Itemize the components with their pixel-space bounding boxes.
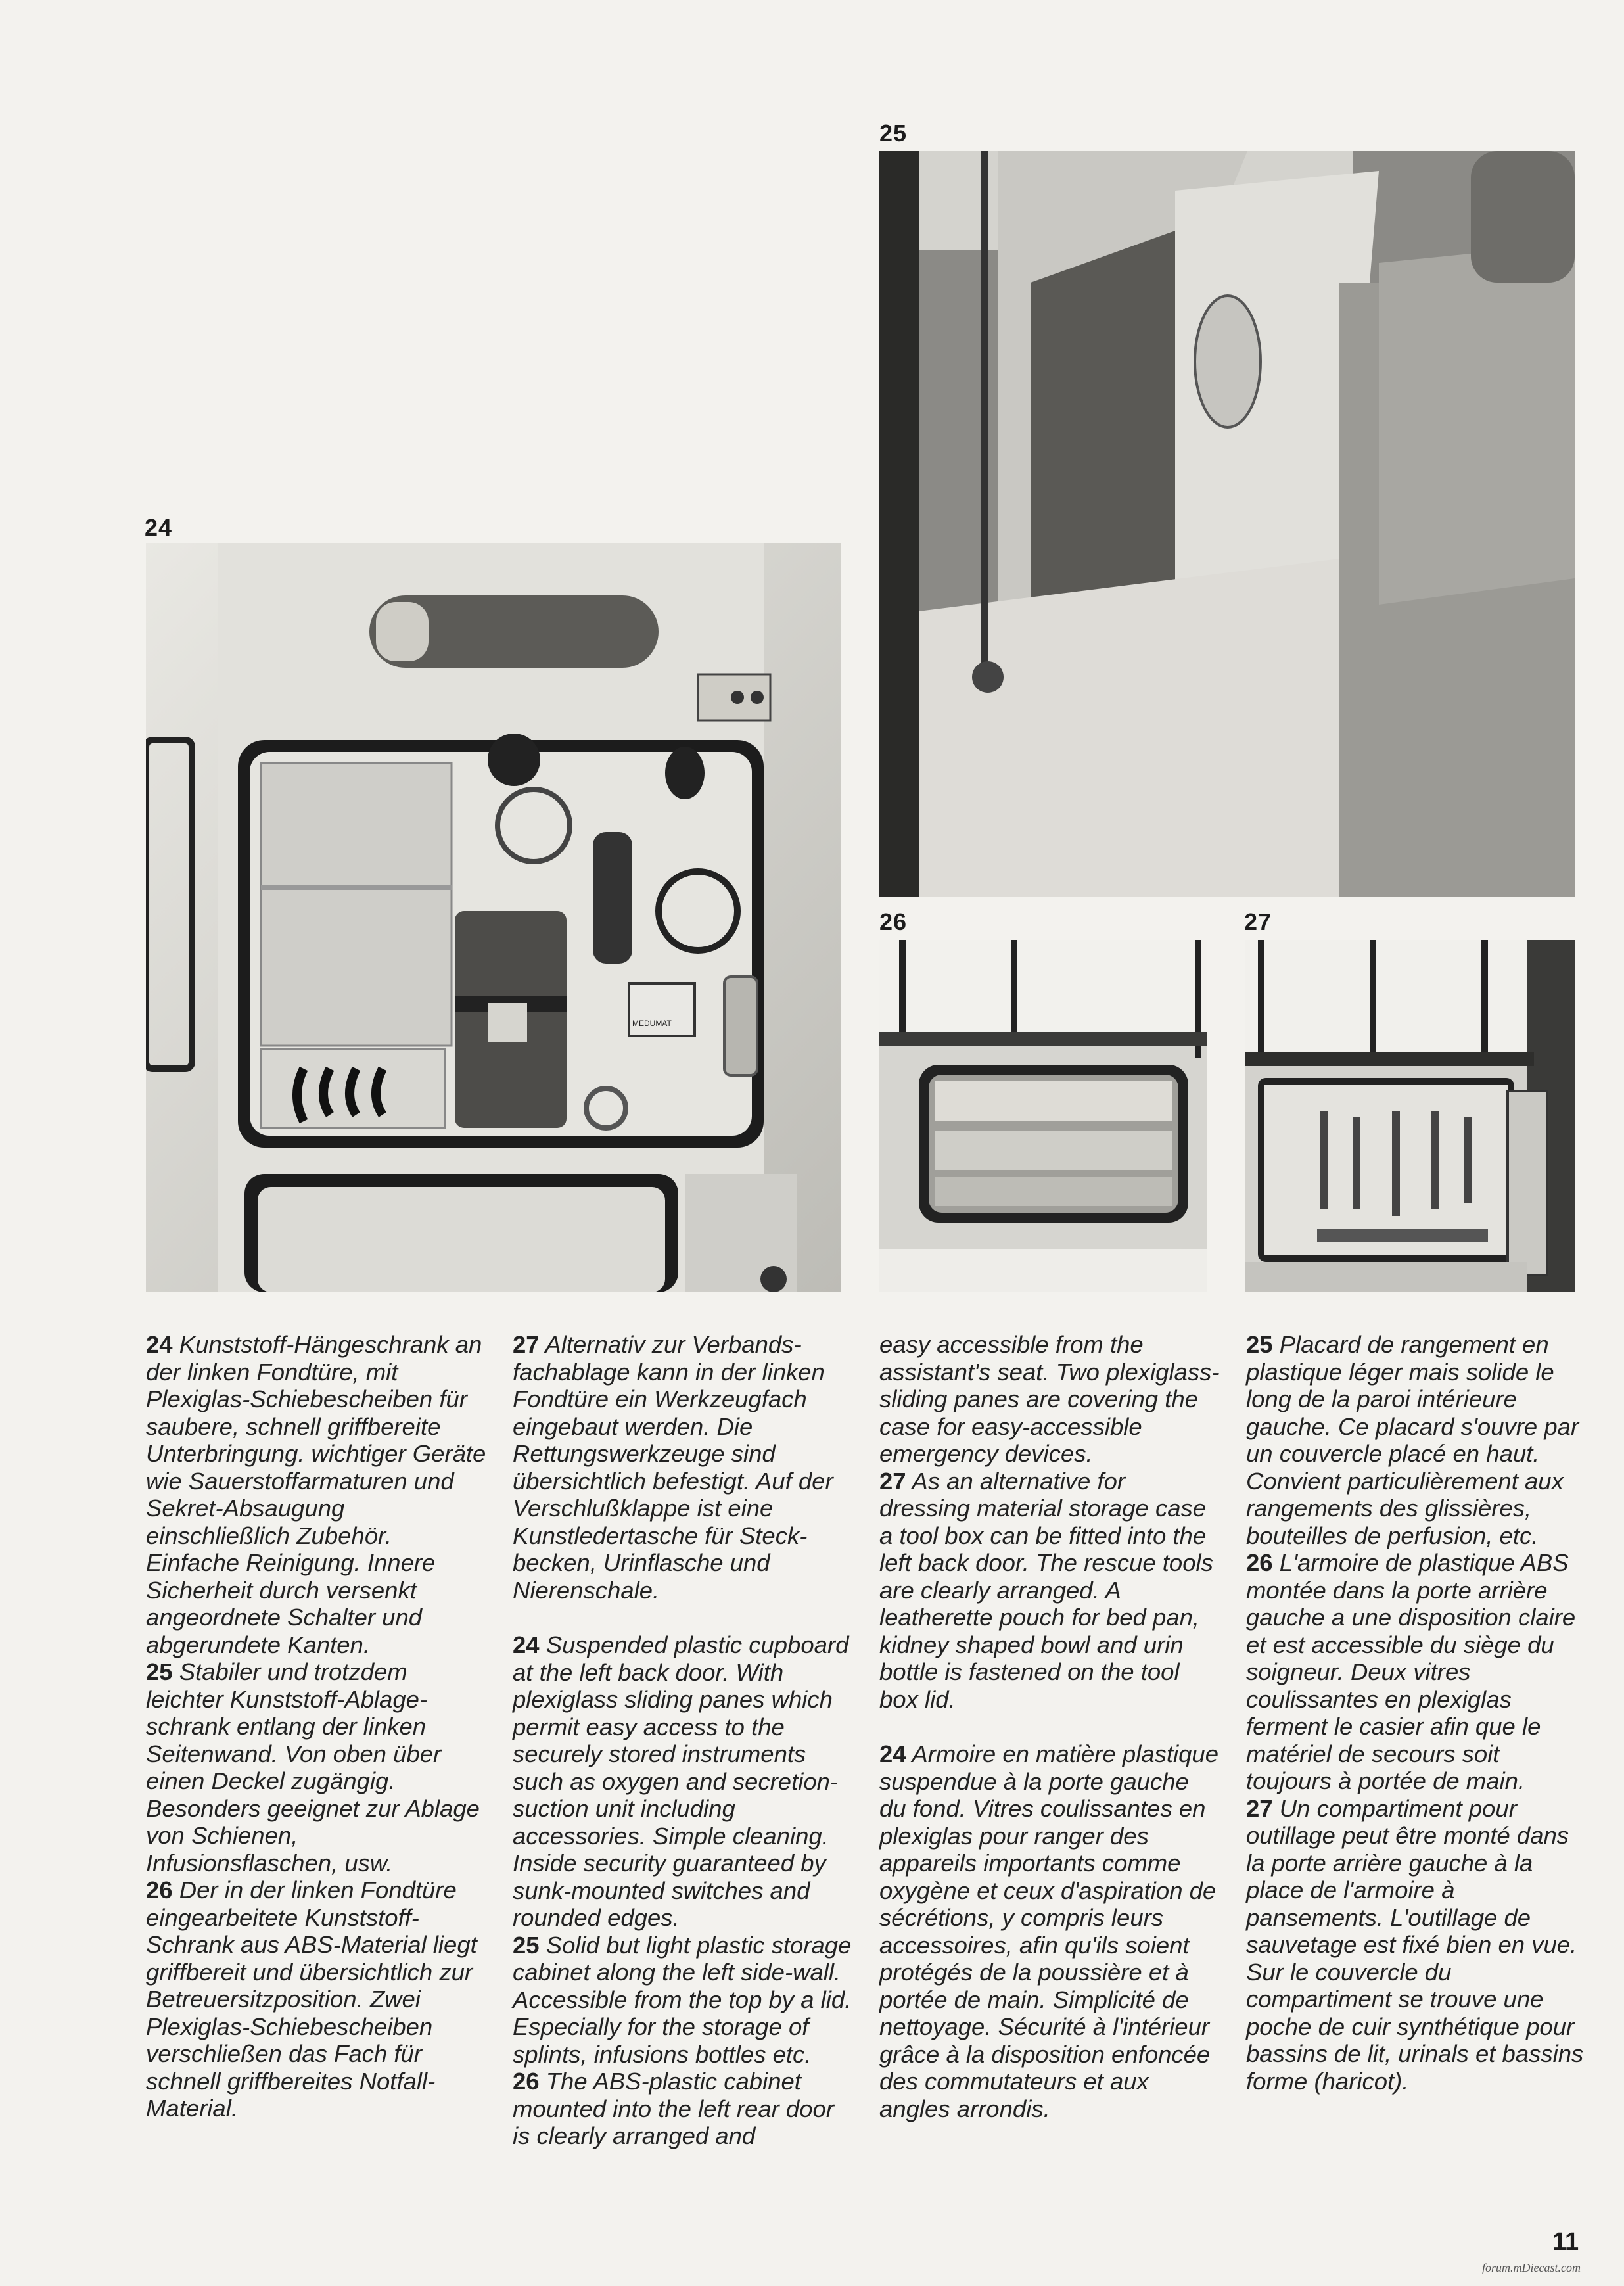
paragraph-text: Placard de rangement en plastique léger mais solide le long de la paroi intérieure gauche. Ce placard s'ouvre par un couvercle placé en haut. Convient particulièrement aux rangements des glissières, bouteilles de perfusion, etc. — [1246, 1331, 1579, 1549]
paragraph-text: Suspended plastic cupboard at the left back door. With plexiglass sliding panes which permit easy access to the securely stored instruments such as oxygen and secretion-suction unit including accessories. Simple cleaning. Inside security guaranteed by sunk-mounted switches and rounded edges. — [513, 1631, 849, 1931]
text-column-1 — [146, 1331, 488, 2122]
paragraph-text: easy accessible from the assistant's seat. Two plexiglass-sliding panes are covering the case for easy-accessible emergency devices. — [879, 1331, 1220, 1467]
paragraph-number: 25 — [513, 1931, 540, 1959]
paragraph-number: 25 — [146, 1658, 173, 1685]
figure-number-24: 24 — [145, 514, 173, 541]
paragraph-number: 24 — [146, 1331, 173, 1358]
figure-number-25: 25 — [879, 120, 908, 147]
paragraph-text: L'armoire de plastique ABS montée dans la porte arrière gauche a une disposition claire et est accessible du siège du soigneur. Deux vitres coulissantes en plexiglas ferment le casier afin que le matériel de secours soit toujours à portée de main. — [1246, 1549, 1576, 1794]
paragraph-number: 26 — [146, 1877, 173, 1903]
paragraph-text: Der in der linken Fondtüre eingearbeitete Kunststoff-Schrank aus ABS-Material liegt griffbereit und übersichtlich zur Betreuersitzposition. Zwei Plexiglas-Schiebescheiben verschließen das Fach für schnell griffbereites Notfall-Material. — [146, 1877, 477, 2122]
paragraph-number: 26 — [513, 2068, 540, 2095]
paragraph-text: Un compartiment pour outillage peut être monté dans la porte arrière gauche à la place de l'armoire à pansements. L'outillage de sauvetage est fixé bien en vue. Sur le couvercle du compartiment se trouve une poche de cuir synthétique pour bassins de lit, urinals et bassins forme (haricot). — [1246, 1794, 1584, 2095]
paragraph-text: Armoire en matière plastique suspendue à la porte gauche du fond. Vitres coulissantes en plexiglas pour ranger des appareils importants comme oxygène et ceux d'aspiration de sécrétions, y compris leurs accessoires, afin qu'ils soient protégés de la poussière et à portée de main. Simplicité de nettoyage. Sécurité à l'intérieur grâce à la disposition enfoncée des commutateurs et aux angles arrondis. — [879, 1740, 1219, 2122]
photo-24-suspended-cupboard — [146, 543, 841, 1292]
page-number: 11 — [1552, 2228, 1579, 2256]
paragraph-number: 24 — [513, 1631, 540, 1658]
paragraph-text: Alternativ zur Verbandsfachablage kann in der linken Fondtüre ein Werkzeugfach eingebaut werden. Die Rettungswerkzeuge sind übersichtlich befestigt. Auf der Verschlußklappe ist eine Kunstledertasche für Steckbecken, Urinflasche und Nierenschale. — [513, 1331, 833, 1604]
paragraph — [513, 1631, 854, 1932]
paragraph-number: 27 — [513, 1331, 540, 1358]
paragraph — [146, 1877, 488, 2122]
photo-25-side-storage-cabinet — [879, 151, 1575, 897]
watermark: forum.mDiecast.com — [1482, 2261, 1581, 2274]
paragraph-number: 26 — [1246, 1549, 1273, 1576]
paragraph — [879, 1740, 1221, 2122]
paragraph — [1246, 1549, 1588, 1795]
paragraph — [513, 2068, 854, 2150]
paragraph — [146, 1331, 488, 1658]
text-column-2 — [513, 1331, 854, 2150]
medumat-label: MEDUMAT — [632, 1019, 672, 1028]
paragraph-gap — [513, 1604, 854, 1631]
paragraph-text: Kunststoff-Hängeschrank an der linken Fondtüre, mit Plexiglas-Schiebescheiben für saubere, schnell griffbereite Unterbringung. wichtiger Geräte wie Sauerstoffarmaturen und Sekret-Absaugung einschließlich Zubehör. Einfache Reinigung. Innere Sicherheit durch versenkt angeordnete Schalter und abgerundete Kanten. — [146, 1331, 486, 1658]
text-column-3 — [879, 1331, 1221, 2122]
paragraph-number: 25 — [1246, 1331, 1273, 1358]
paragraph — [879, 1331, 1221, 1468]
paragraph — [513, 1932, 854, 2068]
paragraph-number: 24 — [879, 1740, 906, 1767]
text-column-4 — [1246, 1331, 1588, 2095]
paragraph — [879, 1468, 1221, 1714]
paragraph-text: Solid but light plastic storage cabinet along the left side-wall. Accessible from the top by a lid. Especially for the storage of splints, infusions bottles etc. — [513, 1931, 852, 2068]
paragraph-text: The ABS-plastic cabinet mounted into the left rear door is clearly arranged and — [513, 2068, 834, 2149]
paragraph — [1246, 1795, 1588, 2095]
figure-number-27: 27 — [1244, 908, 1272, 935]
paragraph-number: 27 — [879, 1467, 906, 1495]
paragraph-text: As an alternative for dressing material storage case a tool box can be fitted into the left back door. The rescue tools are clearly arranged. A leatherette pouch for bed pan, kidney shaped bowl and urin bottle is fastened on the tool box lid. — [879, 1467, 1213, 1713]
figure-number-26: 26 — [879, 908, 908, 935]
photo-27-tool-box — [1245, 940, 1575, 1292]
paragraph-number: 27 — [1246, 1794, 1273, 1822]
paragraph — [146, 1658, 488, 1877]
paragraph-text: Stabiler und trotzdem leichter Kunststoff-Ablageschrank entlang der linken Seitenwand. Von oben über einen Deckel zugängig. Besonders geeignet zur Ablage von Schienen, Infusionsflaschen, usw. — [146, 1658, 480, 1877]
paragraph — [513, 1331, 854, 1604]
paragraph-gap — [879, 1713, 1221, 1740]
paragraph — [1246, 1331, 1588, 1549]
photo-26-rear-door-cabinet — [879, 940, 1207, 1292]
